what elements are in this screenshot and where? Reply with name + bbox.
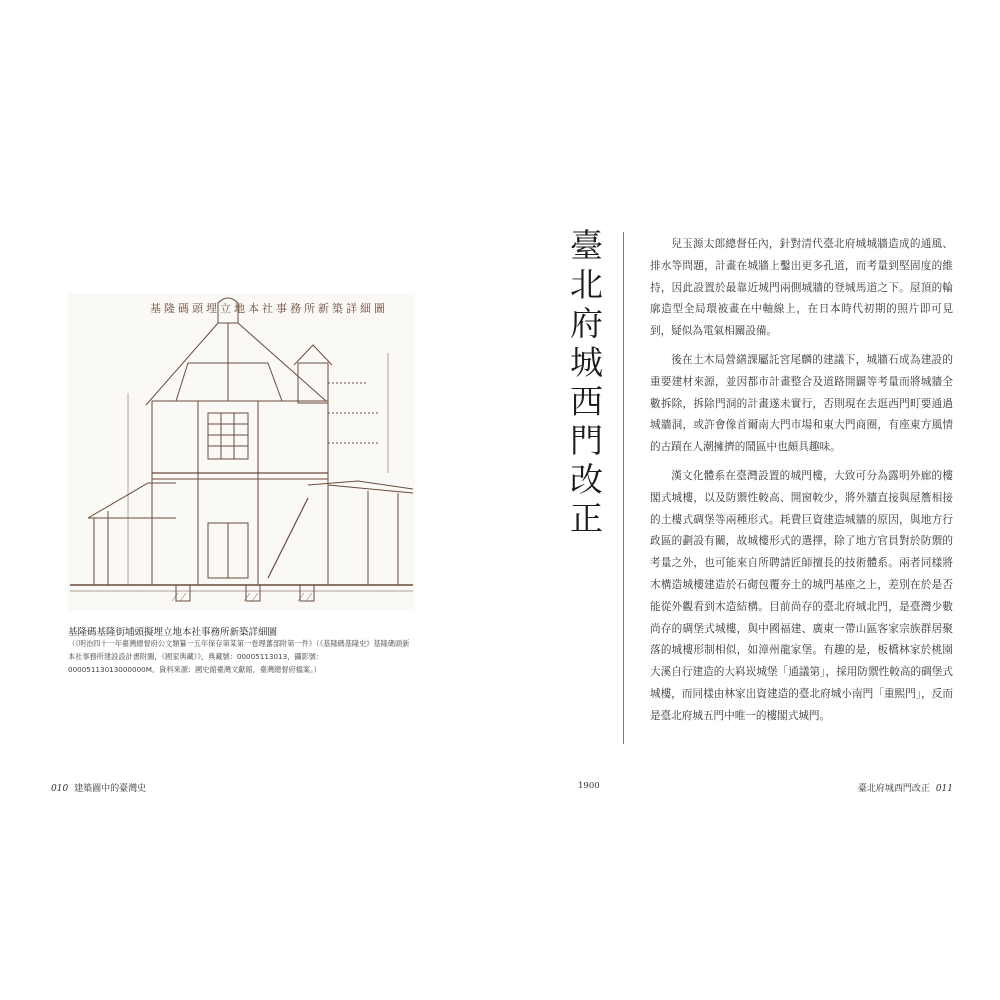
section-drawing-image bbox=[68, 293, 415, 611]
vertical-divider bbox=[623, 232, 624, 744]
chapter-title: 臺北府城西門改正 bbox=[565, 228, 604, 540]
paragraph: 兒玉源太郎總督任內，針對清代臺北府城城牆造成的通風、排水等問題，計畫在城牆上鑿出更多孔道，而考量到堅固度的維持，因此設置於最靠近城門兩側城牆的登城馬道之下。屋頂的輪廓造型全局環被畫在中軸線上，在日本時代初期的照片即可見到，疑似為電氣相關設備。 bbox=[650, 238, 953, 338]
left-page-footer bbox=[48, 781, 146, 794]
figure-caption-title: 基隆碼基隆街埔頭擬埋立地本社事務所新築詳細圖 bbox=[68, 627, 278, 638]
left-page-number: 010 bbox=[51, 784, 69, 794]
paragraph: 漢文化體系在臺灣設置的城門樓，大致可分為露明外廊的樓閣式城樓，以及防禦性較高、開窗較少，將外牆直接與屋簷相接的土樓式碉堡等兩種形式。耗費巨資建造城牆的原因，與地方行政區的劃設有關，故城樓形式的選擇，除了地方官員對於防禦的考量之外，也可能來自所聘請匠師擅長的技術體系。兩者同樣將木構造城樓建造於石砌包覆夯土的城門基座之上，差別在於是否能從外觀看到木造結構。目前尚存的臺北府城北門，是臺灣少數尚存的碉堡式城樓，與中國福建、廣東一帶山區客家宗族群居聚落的城樓形制相似，如漳州龍家堡。有趣的是，板橋林家於桃園大溪自行建造的大嵙崁城堡「通議第」，採用防禦性較高的碉堡式城樓，而同樣由林家出資建造的臺北府城小南門「重熙門」，反而是臺北府城五門中唯一的樓閣式城門。 bbox=[650, 469, 953, 722]
figure-caption-source: （《明治四十一年臺灣總督府公文類纂一五年保存第某第一卷理蕃部附第一件》（《基隆碼基隆史》基隆碼頭新本社事務所建設設計書附圖，（國家典藏）》，典藏號：00005113013，攝影號：00005113013000000M。資料來源：國史館臺灣文獻館，臺灣總督府檔案。） bbox=[68, 639, 410, 674]
paragraph: 後在土木局營繕課屬託宮尾麟的建議下，城牆石成為建設的重要建材來源，並因都市計畫整合及道路開闢等考量而將城牆全數拆除，拆除門洞的計畫遂未實行，否則現在去逛西門町要通過城牆洞，或許會像首爾南大門市場和東大門商圈，有座東方風情的古蹟在人潮擁擠的鬧區中也頗具趣味。 bbox=[650, 353, 953, 454]
year-label: 1900 bbox=[578, 781, 600, 791]
drawing-title: 基隆碼頭埋立地本社事務所新築詳細圖 bbox=[150, 302, 388, 315]
right-chapter-title: 臺北府城西門改正 bbox=[857, 784, 930, 794]
left-book-title: 建築圖中的臺灣史 bbox=[74, 784, 147, 794]
right-page-number: 011 bbox=[935, 784, 953, 794]
right-page-footer bbox=[858, 781, 956, 794]
body-text bbox=[650, 234, 953, 735]
architectural-drawing bbox=[68, 293, 415, 611]
